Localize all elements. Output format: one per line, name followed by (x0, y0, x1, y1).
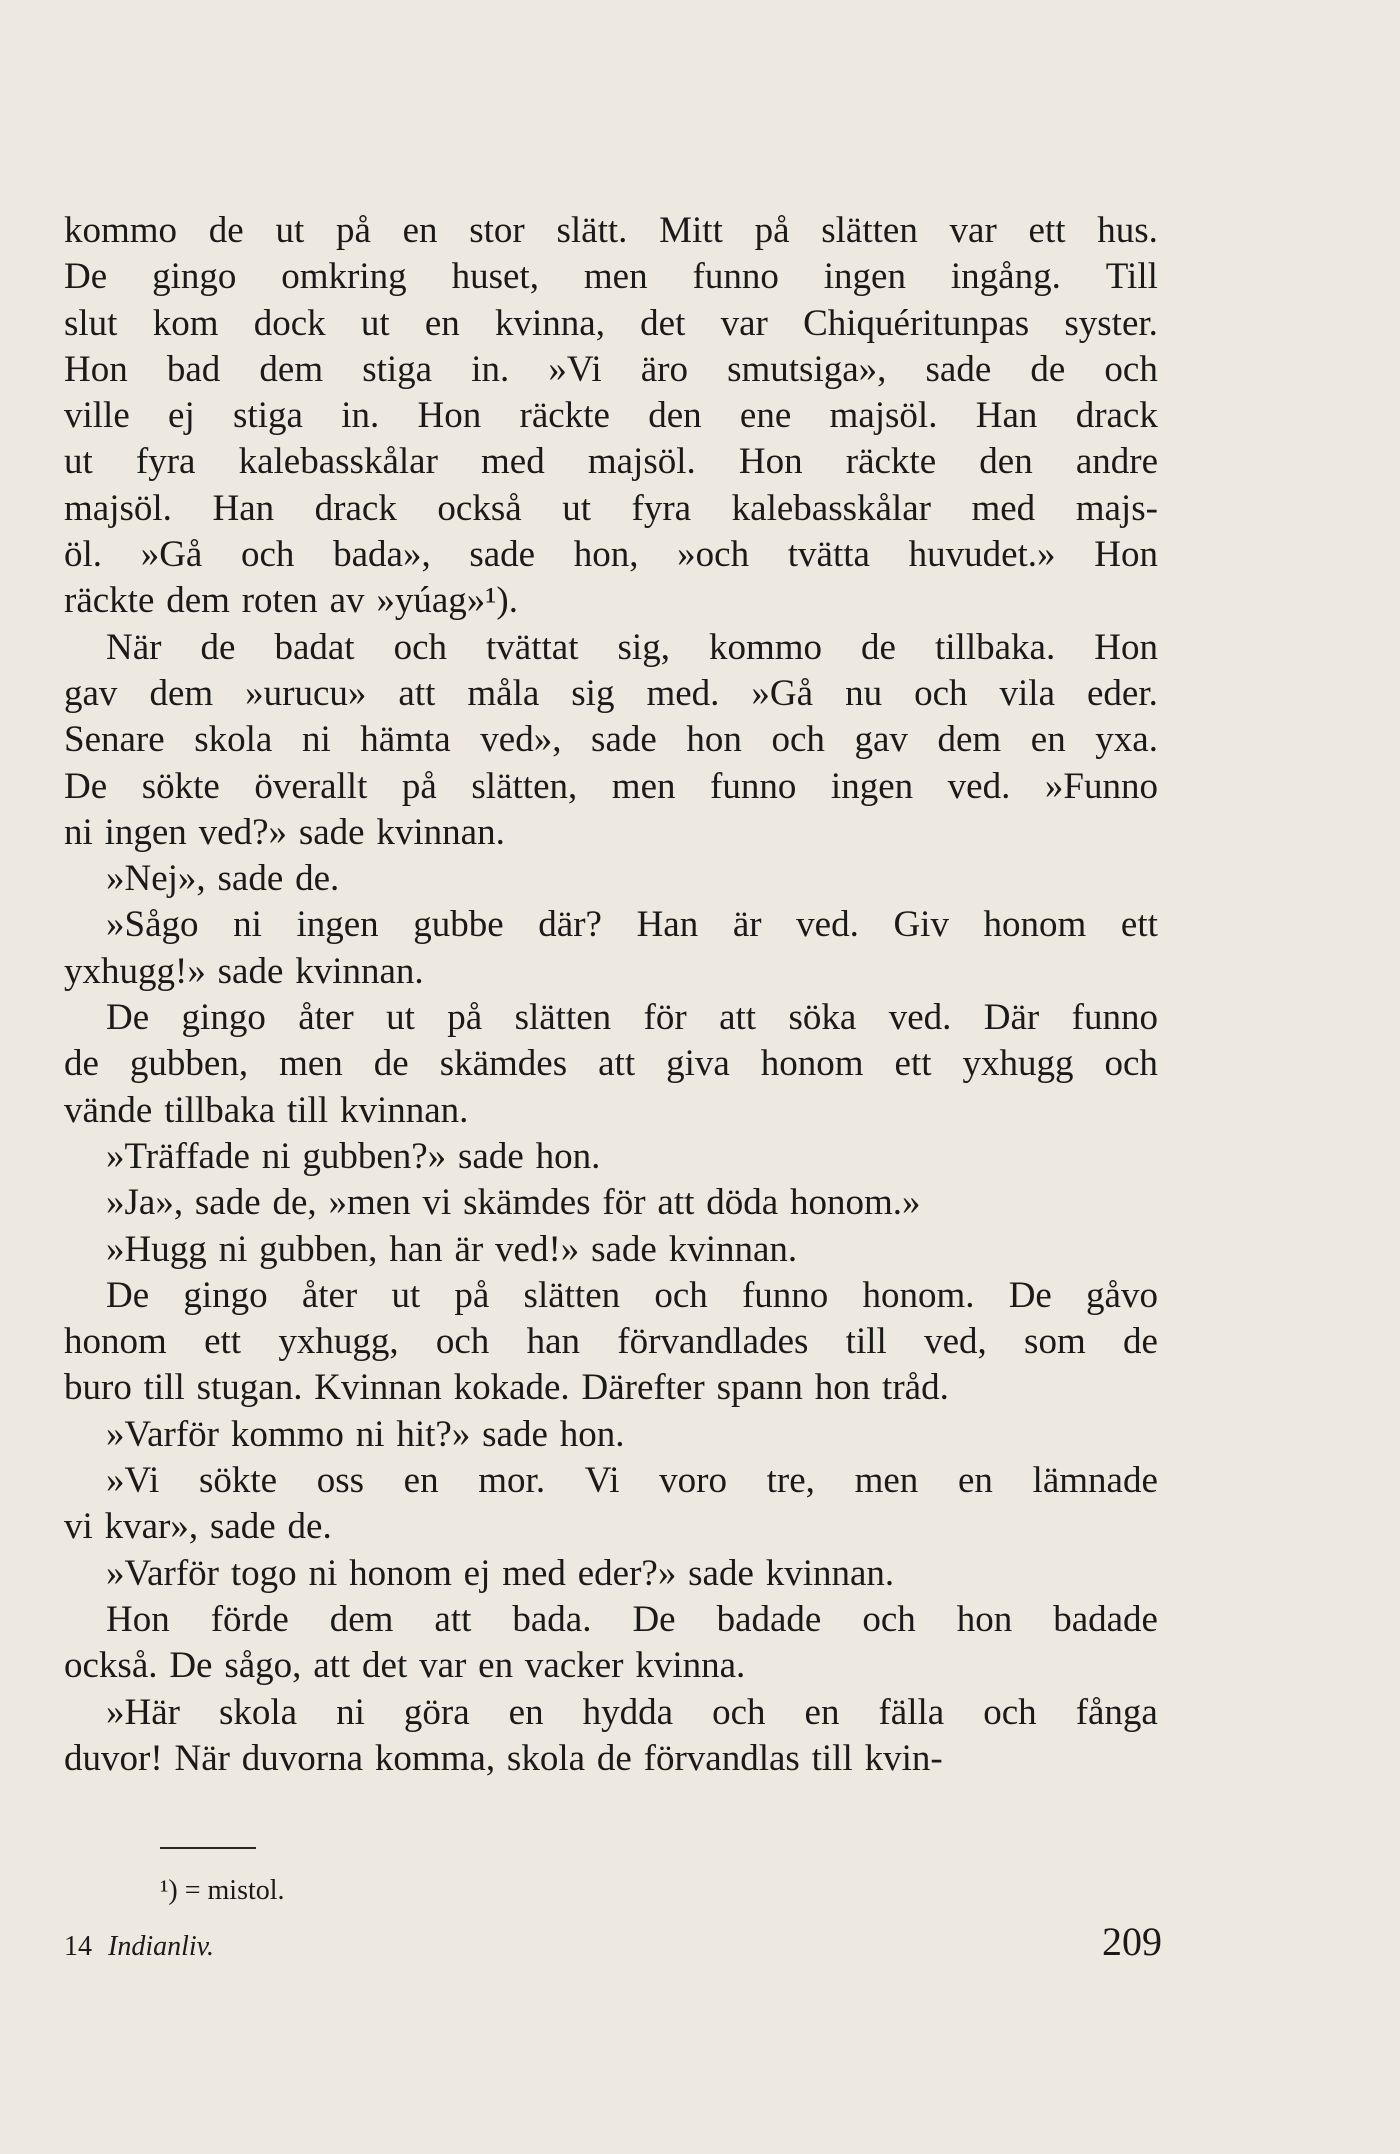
text-line: buro till stugan. Kvinnan kokade. Därefter spann hon tråd. (64, 1367, 949, 1409)
text-line: De gingo åter ut på slätten för att söka ved. Där funno (106, 997, 1158, 1039)
text-line: »Hugg ni gubben, han är ved!» sade kvinnan. (106, 1228, 798, 1270)
body-text (64, 208, 1158, 1782)
text-line: »Nej», sade de. (106, 858, 340, 900)
footnote: ¹) = mistol. (160, 1875, 285, 1906)
page-number: 209 (1102, 1919, 1162, 1964)
paragraph (64, 208, 1158, 625)
paragraph (64, 1134, 1158, 1180)
text-line: »Varför kommo ni hit?» sade hon. (106, 1413, 625, 1455)
text-line: yxhugg!» sade kvinnan. (64, 950, 424, 992)
text-line: slut kom dock ut en kvinna, det var Chiquéritunpas syster. (64, 302, 1158, 344)
text-line: »Här skola ni göra en hydda och en fälla och fånga (106, 1691, 1158, 1733)
printer-signature (64, 1930, 214, 1964)
text-line: öl. »Gå och bada», sade hon, »och tvätta huvudet.» Hon (64, 534, 1158, 576)
text-line: räckte dem roten av »yúag»¹). (64, 580, 518, 622)
paragraph (64, 625, 1158, 856)
text-line: »Träffade ni gubben?» sade hon. (106, 1135, 601, 1177)
text-line: duvor! När duvorna komma, skola de förvandlas till kvin- (64, 1737, 943, 1779)
paragraph (64, 902, 1158, 995)
paragraph (64, 1227, 1158, 1273)
text-line: De gingo omkring huset, men funno ingen ingång. Till (64, 256, 1158, 298)
paragraph (64, 1180, 1158, 1226)
signature-number: 14 (64, 1931, 92, 1962)
paragraph (64, 1690, 1158, 1783)
text-line: kommo de ut på en stor slätt. Mitt på slätten var ett hus. (64, 210, 1158, 251)
text-line: Hon förde dem att bada. De badade och hon badade (106, 1598, 1158, 1640)
text-line: majsöl. Han drack också ut fyra kalebasskålar med majs- (64, 487, 1158, 529)
text-line: Senare skola ni hämta ved», sade hon och gav dem en yxa. (64, 719, 1158, 761)
text-line: ut fyra kalebasskålar med majsöl. Hon räckte den andre (64, 441, 1158, 483)
text-line: honom ett yxhugg, och han förvandlades till ved, som de (64, 1321, 1158, 1363)
text-line: gav dem »urucu» att måla sig med. »Gå nu och vila eder. (64, 672, 1158, 714)
paragraph (64, 1273, 1158, 1412)
text-line: vände tillbaka till kvinnan. (64, 1089, 469, 1131)
text-line: ville ej stiga in. Hon räckte den ene majsöl. Han drack (64, 395, 1158, 437)
text-line: När de badat och tvättat sig, kommo de tillbaka. Hon (106, 626, 1158, 668)
text-line: Hon bad dem stiga in. »Vi äro smutsiga», sade de och (64, 348, 1158, 390)
text-line: »Varför togo ni honom ej med eder?» sade kvinnan. (106, 1552, 895, 1594)
paragraph (64, 995, 1158, 1134)
text-line: De sökte överallt på slätten, men funno ingen ved. »Funno (64, 765, 1158, 807)
footnote-rule (160, 1847, 256, 1849)
text-line: »Vi sökte oss en mor. Vi voro tre, men en lämnade (106, 1460, 1158, 1502)
text-line: ni ingen ved?» sade kvinnan. (64, 811, 505, 853)
paragraph (64, 856, 1158, 902)
text-line: de gubben, men de skämdes att giva honom ett yxhugg och (64, 1043, 1158, 1085)
text-line: »Ja», sade de, »men vi skämdes för att döda honom.» (106, 1182, 921, 1224)
paragraph (64, 1551, 1158, 1597)
text-line: också. De sågo, att det var en vacker kvinna. (64, 1645, 746, 1687)
paragraph (64, 1458, 1158, 1551)
signature-title: Indianliv. (108, 1931, 215, 1962)
paragraph (64, 1412, 1158, 1458)
text-line: vi kvar», sade de. (64, 1506, 332, 1548)
text-line: »Sågo ni ingen gubbe där? Han är ved. Giv honom ett (106, 904, 1158, 946)
text-line: De gingo åter ut på slätten och funno honom. De gåvo (106, 1274, 1158, 1316)
paragraph (64, 1597, 1158, 1690)
